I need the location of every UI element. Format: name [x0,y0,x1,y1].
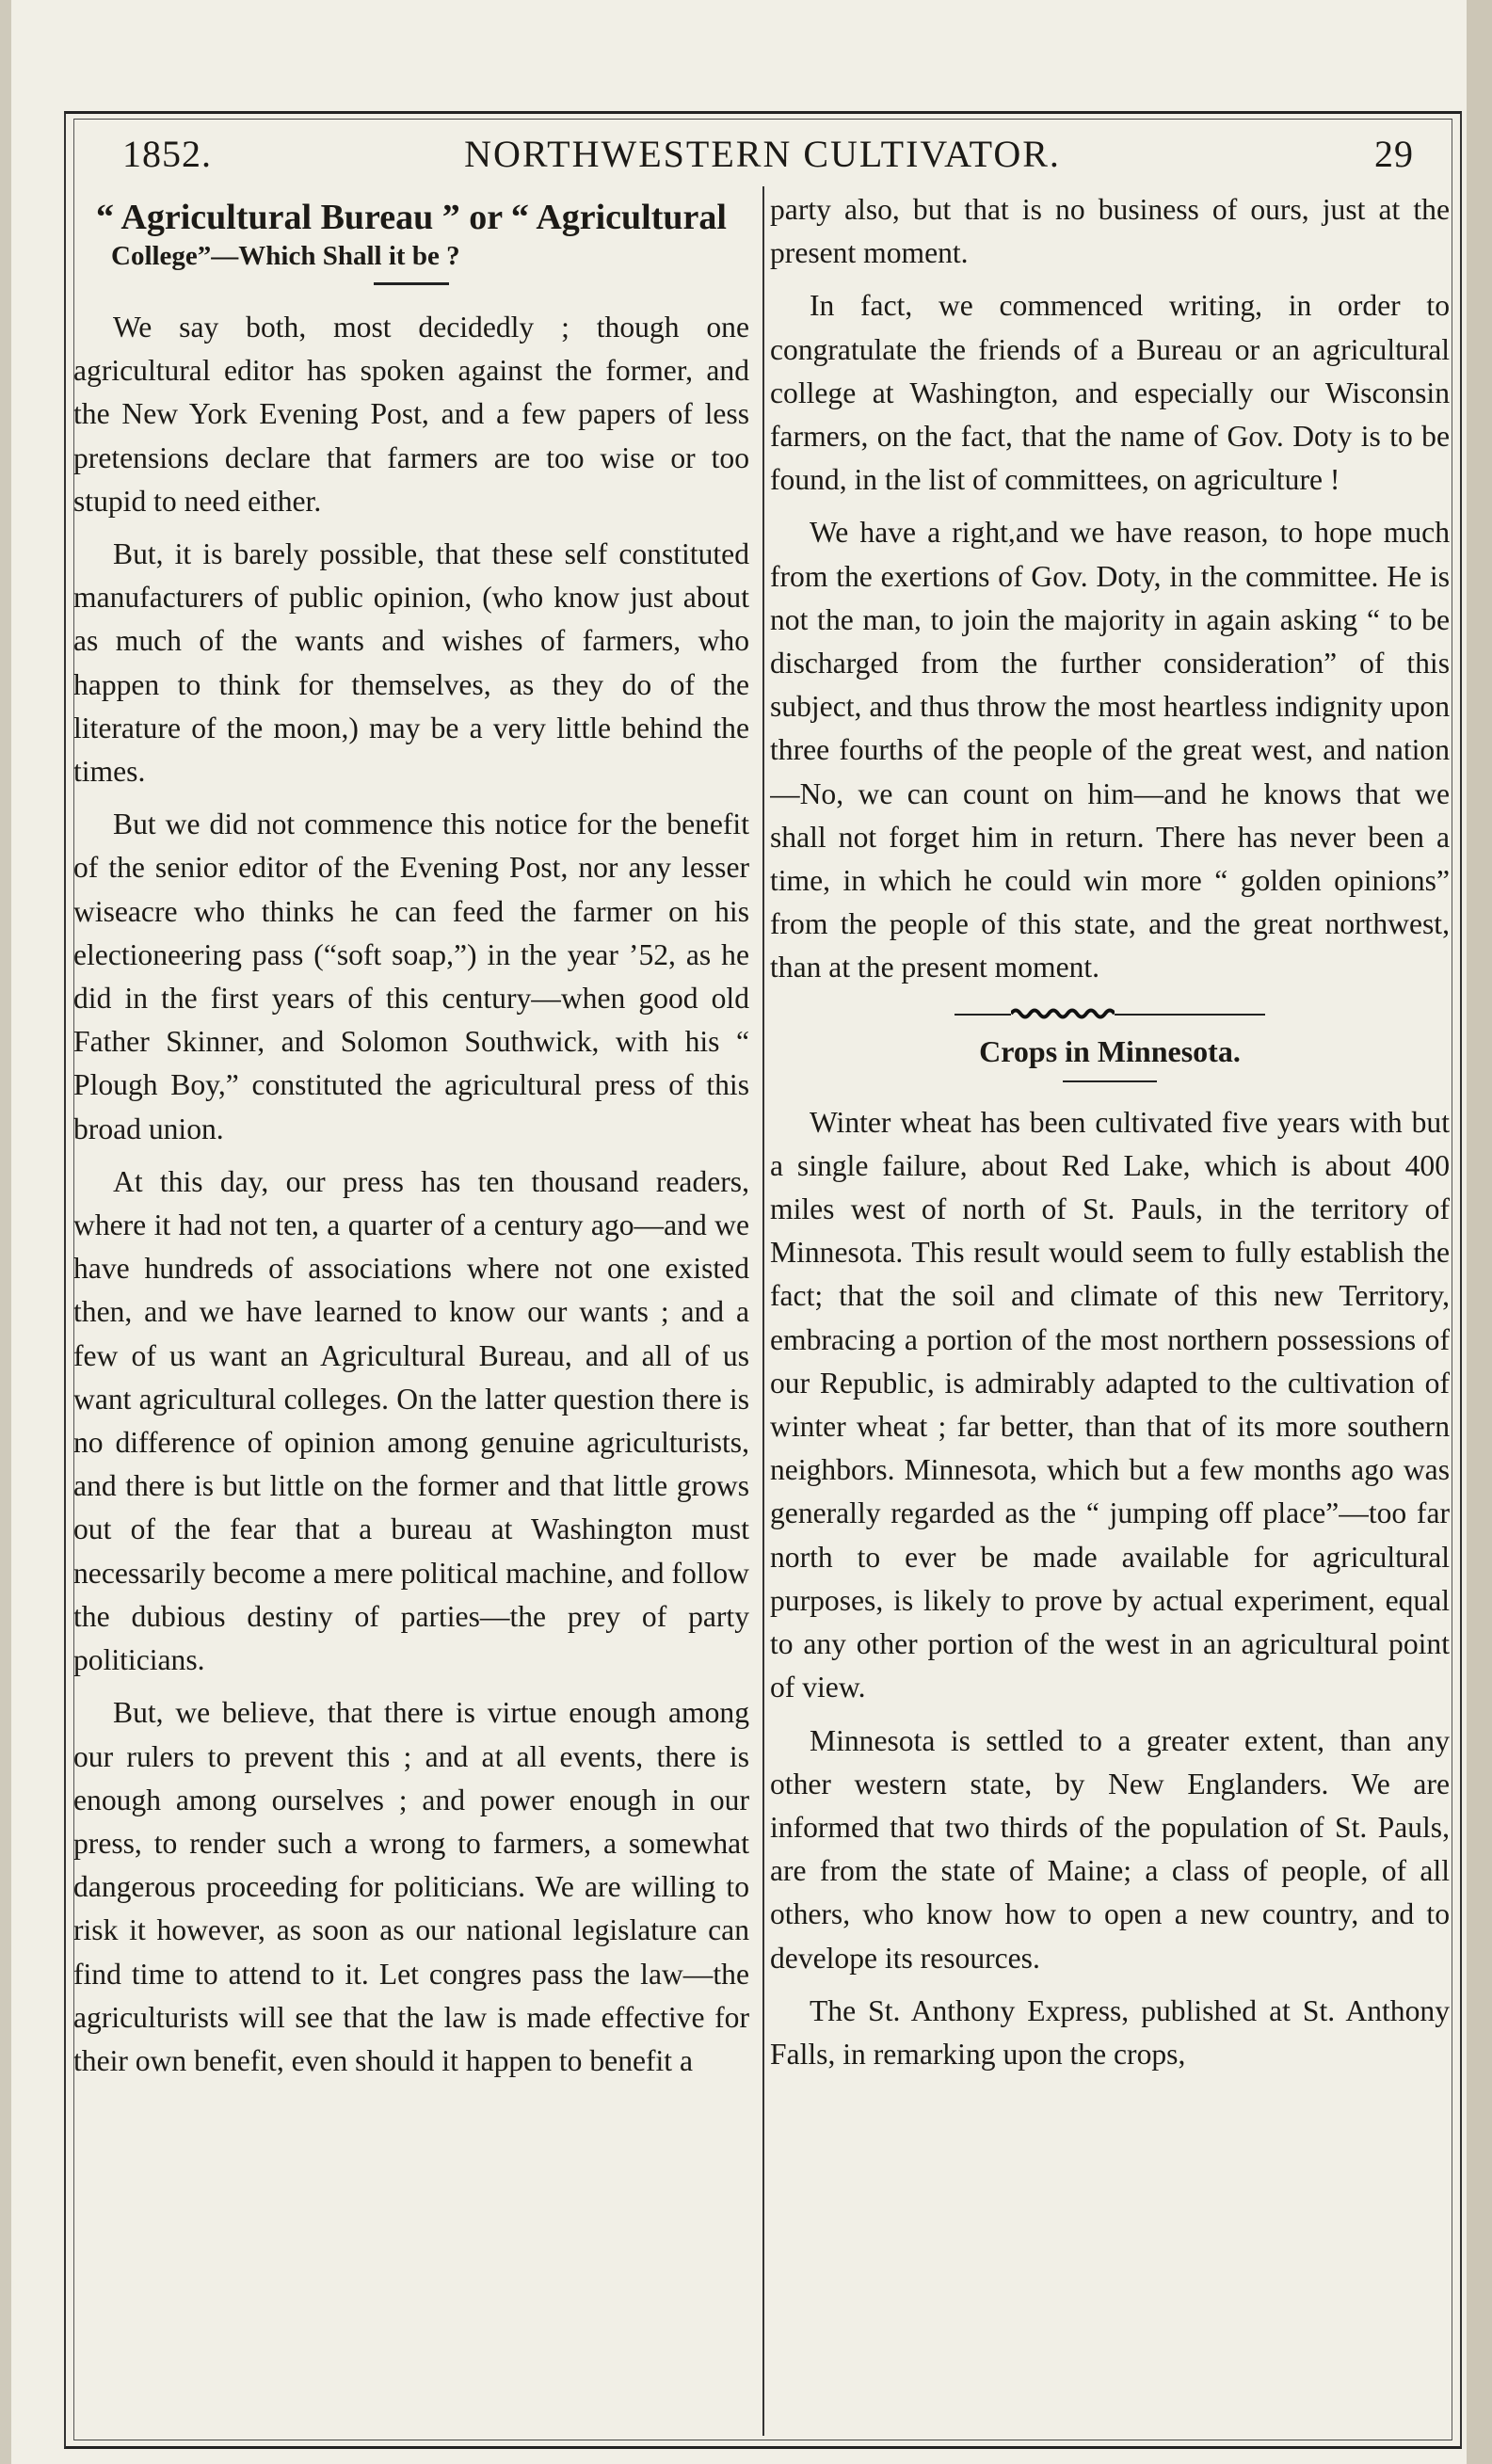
article-paragraph: But, it is barely possible, that these self constituted manufacturers of public opinion, (who know just about as much of the wants and wishes of farmers, who happen to think for themselves, as they do of the literature of the moon,) may be a very little behind the times. [73,537,749,789]
column-divider [762,186,764,2436]
article-subhead: College”—Which Shall it be ? [111,241,460,271]
article-paragraph: We say both, most decidedly ; though one agricultural editor has spoken against the former, and the New York Evening Post, and a few papers of less pretensions declare that farmers are too wise or too stupid to need either. [73,311,749,518]
article-headline: “ Agricultural Bureau ” or “ Agricultural [96,198,727,237]
left-column [73,188,749,2428]
ornamental-divider [955,1007,1265,1020]
page-right-edge [1467,0,1492,2464]
article-paragraph: The St. Anthony Express, published at St. Anthony Falls, in remarking upon the crops, [770,1993,1450,2071]
page-number: 29 [1374,133,1414,175]
right-column [770,188,1450,2428]
headline-rule [374,282,449,285]
article-paragraph: At this day, our press has ten thousand readers, where it had not ten, a quarter of a century ago—and we have hundreds of associations where not one existed then, and we have learned to know our wants ; and a few of us want an Agricultural Bureau, and all of us want agricultural colleges. On the latter question there is no difference of opinion among genuine agriculturists, and there is but little on the former and that little grows out of the fear that a bureau at Washington must necessarily become a mere political machine, and follow the dubious destiny of parties—the prey of party politicians. [73,1164,749,1677]
wavy-ornament-icon [1011,1007,1115,1020]
section-title-rule [1063,1080,1157,1082]
publication-title: NORTHWESTERN CULTIVATOR. [464,133,1061,175]
header-year: 1852. [122,133,212,175]
article-paragraph: In fact, we commenced writing, in order to congratulate the friends of a Bureau or an agricultural college at Washington, and especially our Wisconsin farmers, on the fact, that the name of Gov. Doty is to be found, in the list of committees, on agriculture ! [770,289,1450,497]
article-paragraph-continued: party also, but that is no business of ours, just at the present moment. [770,193,1450,270]
section-title: Crops in Minnesota. [979,1033,1241,1068]
page-left-edge [0,0,11,2464]
article-paragraph: Minnesota is settled to a greater extent, than any other western state, by New Englanders. We are informed that two thirds of the population of St. Pauls, are from the state of Maine; a class of people, of all others, who know how to open a new country, and to develope its resources. [770,1723,1450,1975]
article-paragraph: Winter wheat has been cultivated five years with but a single failure, about Red Lake, which is about 400 miles west of north of St. Pauls, in the territory of Minnesota. This result would seem to fully establish the fact; that the soil and climate of this new Territory, embracing a portion of the most northern possessions of our Republic, is admirably adapted to the cultivation of winter wheat ; far better, than that of its more southern neighbors. Minnesota, which but a few months ago was generally regarded as the “ jumping off place”—too far north to ever be made available for agricultural purposes, is likely to prove by actual experiment, equal to any other portion of the west in an agricultural point of view. [770,1105,1450,1704]
page-header [94,122,1431,188]
article-paragraph: But we did not commence this notice for the benefit of the senior editor of the Evening Post, nor any lesser wiseacre who thinks he can feed the farmer on his electioneering pass (“soft soap,”) in the year ’52, as he did in the first years of this century—when good old Father Skinner, and Solomon Southwick, with his “ Plough Boy,” constituted the agricultural press of this broad union. [73,808,749,1145]
article-paragraph: But, we believe, that there is virtue enough among our rulers to prevent this ; and at all events, there is enough among ourselves ; and power enough in our press, to render such a wrong to farmers, a somewhat dangerous proceeding for politicians. We are willing to risk it however, as soon as our national legislature can find time to attend to it. Let congres pass the law—the agriculturists will see that the law is made effective for their own benefit, even should it happen to benefit a [73,1696,749,2077]
article-paragraph: We have a right,and we have reason, to hope much from the exertions of Gov. Doty, in the committee. He is not the man, to join the majority in again asking “ to be discharged from the further consideration” of this subject, and thus throw the most heartless indignity upon three fourths of the people of the great west, and nation—No, we can count on him—and he knows that we shall not forget him in return. There has never been a time, in which he could win more “ golden opinions” from the people of this state, and the great northwest, than at the present moment. [770,516,1450,984]
